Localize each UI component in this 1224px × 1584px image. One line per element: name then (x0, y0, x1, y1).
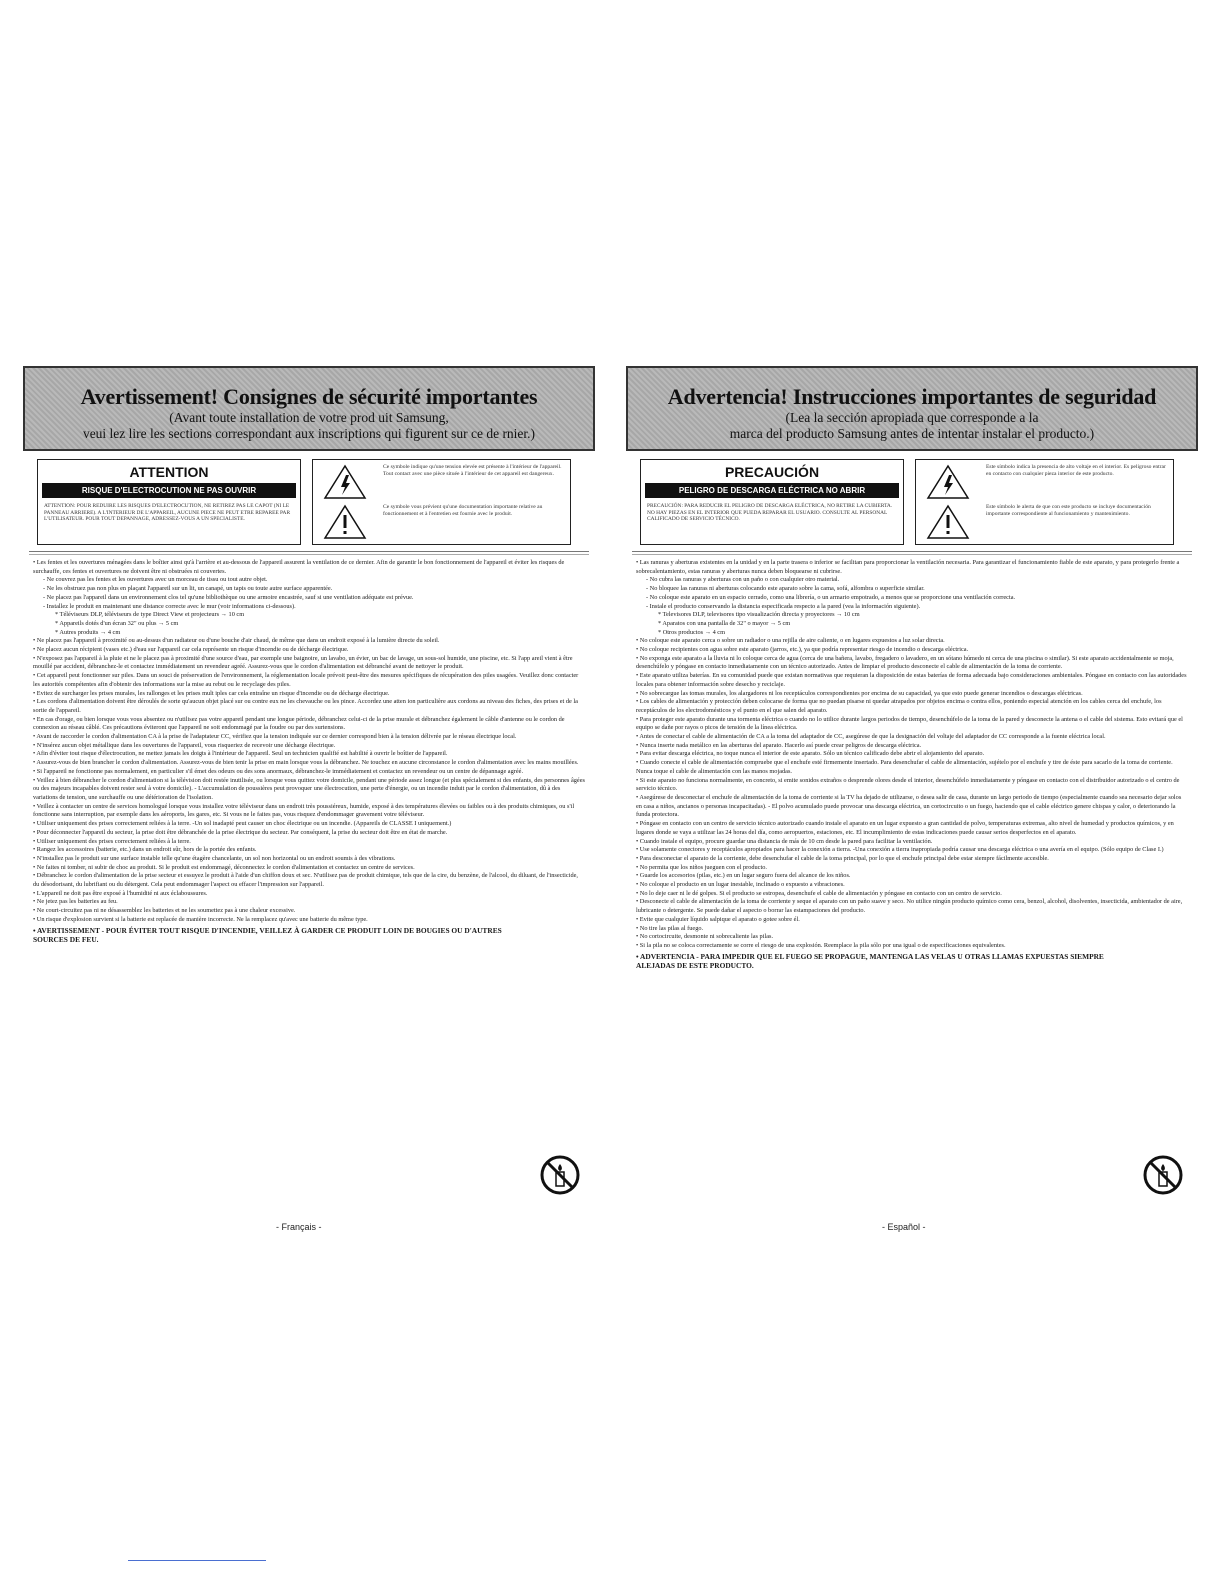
list-item: • Débranchez le cordon d'alimentation de la prise secteur et essuyez le produit à l'aide d'un chiffon doux et sec. N'utilisez pas de produit chimique, tels que de la cire, du benzène, de l'alcool, du diluant, de l'insecticide, du désodorisant, du lubrifiant ou du détergent. Cela peut endommager l'aspect ou effacer l'impression sur l'appareil. (33, 872, 578, 889)
no-candle-icon (539, 1154, 581, 1196)
list-item: • Cet appareil peut fonctionner sur piles. Dans un souci de préservation de l'environnement, la réglementation locale prévoit peut-être des mesures spécifiques de récupération des piles usagées. Veuillez donc contacter les autorités compétentes afin d'obtenir des informations sur la mise au rebut ou le recyclage des piles. (33, 672, 579, 688)
final-warning: • AVERTISSEMENT - POUR ÉVITER TOUT RISQUE D'INCENDIE, VEILLEZ À GARDER CE PRODUIT LOIN DE BOUGIES OU D'AUTRES SOURCES DE FEU. (33, 925, 502, 944)
list-item: - Ne les obstruez pas non plus en plaçant l'appareil sur un lit, un canapé, un tapis ou toute autre surface apparentée. (43, 585, 333, 593)
attention-text: PRECAUCIÓN: PARA REDUCIR EL PELIGRO DE DESCARGA ELÉCTRICA, NO RETIRE LA CUBIERTA. NO HAY PIEZAS EN EL INTERIOR QUE PUEDA REPARAR EL USUARIO. CONSULTE AL PERSONAL CALIFICADO DE SERVICIO TÉCNICO. (647, 503, 893, 523)
list-item: * Televisores DLP, televisores tipo visualización directa y proyectores → 10 cm (658, 611, 860, 619)
page-title: Advertencia! Instrucciones importantes de seguridad (667, 384, 1157, 409)
list-item: • Evitez de surcharger les prises murales, les rallonges et les prises mult iples car cela entraîne un risque d'incendie ou de décharge électrique. (33, 689, 390, 697)
list-item: • Para proteger este aparato durante una tormenta eléctrica o cuando no lo utilice durante largos periodos de tiempo, desenchúfelo de la toma de la pared y desconecte la antena o el cable del sistema. Esto evitará que el equipo se dañe por rayos o picos de tensión de la línea eléctrica. (636, 715, 1183, 732)
list-item: • Cuando instale el equipo, procure guardar una distancia de más de 10 cm desde la pared para facilitar la ventilación. (636, 837, 933, 845)
symbol-documentation-text: Este símbolo le alerta de que con este producto se incluye documentación importante correspondiente al funcionamiento y mantenimiento. (986, 504, 1151, 517)
list-item: • No tire las pilas al fuego. (636, 924, 704, 932)
attention-title: PRECAUCIÓN (724, 464, 820, 480)
attention-text: ATTENTION: POUR REDUIRE LES RISQUES D'ELECTROCUTION, NE RETIREZ PAS LE CAPOT (NI LE PANNEAU ARRIERE). A L'INTERIEUR DE L'APPAREIL, AUCUNE PIECE NE PEUT ETRE REPAREE PAR L'UTILISATEUR. POUR TOUT DEPANNAGE, ADRESSEZ-VOUS A UN SPECIALISTE. (44, 503, 291, 523)
list-item: - Ne placez pas l'appareil dans un environnement clos tel qu'une bibliothèque ou une armoire encastrée, sauf si une ventilation adéquate est prévue. (43, 593, 414, 601)
list-item: • Afin d'éviter tout risque d'électrocution, ne mettez jamais les doigts à l'intérieur de l'appareil. Seul un technicien qualifié est habilité à ouvrir le boîtier de l'appareil. (33, 750, 448, 758)
list-item: • Un risque d'explosion survient si la batterie est replacée de manière incorrecte. Ne la remplacez qu'avec une batterie du même type. (33, 915, 368, 923)
safety-instructions-list (626, 555, 1198, 970)
list-item: * Otros productos → 4 cm (658, 628, 725, 636)
list-item: • Desconecte el cable de alimentación de la toma de corriente y seque el aparato con un paño suave y seco. No utilice ningún producto químico como cera, benzol, alcohol, disolventes, insecticida, ambientador de aire, lubricante o detergente. Se puede dañar el aspecto o borrar las estampaciones del producto. (636, 898, 1183, 915)
list-item: • Ne court-circuitez pas ni ne désassemblez les batteries et ne les soumettez pas à une chaleur excessive. (33, 907, 296, 915)
list-item: • Ne placez aucun récipient (vases etc.) d'eau sur l'appareil car cela représente un risque d'incendie ou de décharge électrique. (33, 646, 349, 654)
attention-title: ATTENTION (129, 464, 209, 480)
attention-box (640, 459, 904, 545)
final-warning: • ADVERTENCIA - PARA IMPEDIR QUE EL FUEGO SE PROPAGUE, MANTENGA LAS VELAS U OTRAS LLAMAS EXPUESTAS SIEMPRE ALEJADAS DE ESTE PRODUCTO. (636, 951, 1104, 970)
high-voltage-icon (926, 464, 970, 500)
spanish-safety-page (626, 366, 1198, 1198)
symbol-row-documentation (313, 502, 570, 542)
list-item: - Instale el producto conservando la distancia especificada respecto a la pared (vea la información siguiente). (646, 602, 921, 610)
list-item: • Este aparato utiliza baterías. En su comunidad puede que existan normativas que requieran la disposición de estas baterías de forma adecuada bajo consideraciones ambientales. Póngase en contacto con las autoridades locales para obtener información sobre desecho y reciclaje. (636, 672, 1187, 688)
list-item: • Asegúrese de desconectar el enchufe de alimentación de la toma de corriente si la TV ha dejado de utilizarse, o desea salir de casa, durante un largo periodo de tiempo (especialmente cuando sea necesario dejar solos en casa a niños, ancianos o personas incapacitadas). - El polvo acumulado puede provocar una descarga eléctrica, un cortocircuito o un fuego, haciendo que el cable eléctrico genere chispas y calor, o deteriorando la funda protectora. (636, 793, 1182, 819)
page-subtitle-line-1: (Avant toute installation de votre prod uit Samsung, (169, 410, 449, 425)
list-item: - Ne couvrez pas les fentes et les ouvertures avec un morceau de tissu ou tout autre objet. (43, 576, 268, 584)
list-item: • No coloque este aparato cerca o sobre un radiador o una rejilla de aire caliente, o en lugares expuestos a luz solar directa. (636, 637, 945, 645)
symbol-documentation-text: Ce symbole vous prévient qu'une documentation importante relative au fonctionnement et à l'entretien est fournie avec le produit. (383, 504, 543, 517)
list-item: * Téléviseurs DLP, téléviseurs de type Direct View et projecteurs → 10 cm (55, 611, 245, 619)
title-banner (23, 366, 595, 451)
symbols-box (312, 459, 571, 545)
list-item: • Para desconectar el aparato de la corriente, debe desenchufar el cable de la toma principal, por lo que el enchufe principal debe estar siempre fácilmente accesible. (636, 854, 1049, 862)
warning-boxes (23, 459, 595, 545)
title-banner (626, 366, 1198, 451)
list-item: • Ne placez pas l'appareil à proximité ou au-dessus d'un radiateur ou d'une bouche d'air chaud, de même que dans un endroit exposé à la lumière directe du soleil. (33, 637, 440, 645)
list-item: • Veillez à bien débrancher le cordon d'alimentation si la télévision doit restée inutilisée, ou lorsque vous quittez votre domicile, pendant une période assez longue (et plus spécialement si des enfants, des personnes âgées ou des majeurs incapables doivent rester seul à votre domicile). - L'accumulation de poussières peut provoquer une électrocution, une perte d'énergie, ou un incendie induit par le cordon d'alimentation, dû à des variations de tension, une surchauffe ou une détérioration de l'isolation. (33, 776, 585, 801)
list-item: • Para evitar descarga eléctrica, no toque nunca el interior de este aparato. Sólo un técnico calificado debe abrir el alojamiento del aparato. (636, 750, 985, 758)
symbol-row-documentation (916, 502, 1173, 542)
page-footer: - Español - (882, 1222, 926, 1232)
list-item: • No exponga este aparato a la lluvia ni lo coloque cerca de agua (cerca de una bañera, lavabo, fregadero o lavadero, en un sótano húmedo ni cerca de una piscina o similar). Si este aparato accidentalmente se moja, desenchúfelo y póngase en contacto inmediatamente con un técnico autorizado. Antes de limpiar el producto desconecte el cable de alimentación de la toma de corriente. (636, 654, 1174, 671)
list-item: • Guarde los accesorios (pilas, etc.) en un lugar seguro fuera del alcance de los niños. (636, 872, 851, 880)
list-item: • Antes de conectar el cable de alimentación de CA a la toma del adaptador de CC, asegúrese de que la designación del voltaje del adaptador de CC corresponde a la fuente eléctrica local. (636, 733, 1106, 741)
page-subtitle-line-2: marca del producto Samsung antes de intentar instalar el producto.) (729, 426, 1095, 441)
list-item: • Póngase en contacto con un centro de servicio técnico autorizado cuando instale el aparato en un lugar expuesto a gran cantidad de polvo, temperaturas extremas, alto nivel de humedad y productos químicos, y en lugares donde se vaya a utilizar las 24 horas del día, como aeropuertos, estaciones, etc. El incumplimiento de estas indicaciones puede causar serios desperfectos en el aparato. (636, 820, 1174, 836)
symbol-row-voltage (916, 462, 1173, 502)
list-item: • N'exposez pas l'appareil à la pluie et ne le placez pas à proximité d'une source d'eau, par exemple une baignoire, un lavabo, un évier, un bac de lavage, un sous-sol humide, une piscine, etc. Si l'app areil vient à être mouillé par accident, débranchez-le et contactez immédiatement un revendeur agréé. Assurez-vous que le cordon d'alimentation est débranché avant de nettoyer le produit. (33, 654, 573, 671)
french-safety-page (23, 366, 595, 1198)
divider (128, 1560, 266, 1561)
list-item: • No coloque el producto en un lugar inestable, inclinado o expuesto a vibraciones. (636, 881, 845, 889)
list-item: • Pour déconnecter l'appareil du secteur, la prise doit être débranchée de la prise électrique du secteur. Par conséquent, la prise du secteur doit être en état de marche. (33, 828, 448, 836)
list-item: • Los cables de alimentación y protección deben colocarse de forma que no puedan pisarse ni quedar atrapados por objetos encima o contra ellos, poniendo especial atención en los cables cerca del enchufe, los receptáculos de los electrodomésticos y el punto en el que salen del aparato. (636, 698, 1162, 714)
exclamation-icon (323, 504, 367, 540)
list-item: • L'appareil ne doit pas être exposé à l'humidité ni aux éclaboussures. (33, 889, 208, 897)
divider (29, 551, 589, 552)
list-item: • Rangez les accessoires (batterie, etc.) dans un endroit sûr, hors de la portée des enfants. (33, 846, 257, 854)
page-subtitle-line-2: veui lez lire les sections correspondant aux inscriptions qui figurent sur ce de rnier.) (82, 426, 536, 441)
list-item: • Les fentes et les ouvertures ménagées dans le boîtier ainsi qu'à l'arrière et au-dessous de l'appareil assurent la ventilation de ce dernier. Afin de garantir le bon fonctionnement de l'appareil et éviter les risques de surchauffe, ces fentes et ouvertures ne doivent être ni obstruées ni couvertes. (33, 559, 565, 575)
list-item: • Ne jetez pas les batteries au feu. (33, 898, 118, 906)
page-footer: - Français - (276, 1222, 322, 1232)
list-item: • No lo deje caer ni le dé golpes. Si el producto se estropea, desenchufe el cable de alimentación y póngase en contacto con un centro de servicio. (636, 889, 1002, 897)
list-item: • N'installez pas le produit sur une surface instable telle qu'une étagère chancelante, un sol non horizontal ou un endroit soumis à des vibrations. (33, 854, 396, 862)
list-item: • Assurez-vous de bien brancher le cordon d'alimentation. Assurez-vous de bien tenir la prise en main lorsque vous la débranchez. Ne touchez en aucune circonstance le cordon d'alimentation avec les mains mouillées. (33, 759, 579, 767)
list-item: • No permita que los niños jueguen con el producto. (636, 863, 767, 871)
list-item: • Utiliser uniquement des prises correctement reliées à la terre. (33, 837, 191, 845)
list-item: • No cortocircuite, desmonte ni sobrecaliente las pilas. (636, 933, 774, 941)
list-item: • Si l'appareil ne fonctionne pas normalement, en particulier s'il émet des odeurs ou des sons anormaux, débranchez-le immédiatement et contactez un revendeur ou un centre de dépannage agréé. (33, 767, 524, 775)
list-item: • Si este aparato no funciona normalmente, en concreto, si emite sonidos extraños o desprende olores desde el interior, desenchúfelo inmediatamente y póngase en contacto con el distribuidor autorizado o el centro de servicio técnico. (636, 776, 1180, 793)
exclamation-icon (926, 504, 970, 540)
no-candle-icon (1142, 1154, 1184, 1196)
list-item: • Les cordons d'alimentation doivent être déroulés de sorte qu'aucun objet placé sur ou contre eux ne les chevauche ou les pince. Accordez une atten ion particulière aux cordons au niveau des fiches, des prises et de la sortie de l'appareil. (33, 698, 578, 714)
warning-boxes (626, 459, 1198, 545)
list-item: • Las ranuras y aberturas existentes en la unidad y en la parte trasera o inferior se facilitan para proporcionar la ventilación necesaria. Para garantizar el funcionamiento fiable de este aparato, y para protegerlo frente a sobrecalentamiento, estas ranuras y aberturas nunca deben bloquearse ni cubrirse. (636, 559, 1180, 575)
symbol-voltage-text: Este símbolo indica la presencia de alto voltaje en el interior. Es peligroso entrar en contacto con cualquier pieza interior de este producto. (986, 464, 1166, 477)
list-item: - Installez le produit en maintenant une distance correcte avec le mur (voir informations ci-dessous). (43, 602, 296, 610)
attention-bar: PELIGRO DE DESCARGA ELÉCTRICA NO ABRIR (645, 483, 899, 498)
list-item: • N'insérez aucun objet métallique dans les ouvertures de l'appareil, vous risqueriez de recevoir une décharge électrique. (33, 741, 336, 749)
list-item: - No coloque este aparato en un espacio cerrado, como una librería, o un armario empotrado, a menos que se proporcione una ventilación correcta. (646, 593, 1016, 601)
list-item: • Nunca inserte nada metálico en las aberturas del aparato. Hacerlo así puede crear peligros de descarga eléctrica. (636, 741, 922, 749)
list-item: • Avant de raccorder le cordon d'alimentation CA à la prise de l'adaptateur CC, vérifiez que la tension indiquée sur ce dernier correspond bien à la tension délivrée par le réseau électrique local. (33, 733, 517, 741)
symbols-box (915, 459, 1174, 545)
list-item: • Veillez à contacter un centre de services homologué lorsque vous installez votre téléviseur dans un endroit très poussiéreux, humide, exposé à des températures élevées ou faibles ou à des produits chimiques, ou s'il fonctionne sans interruption, par exemple dans les aéroports, les gares, etc. Si vous ne le faites pas, vous risquez d'endommager gravement votre téléviseur. (33, 802, 575, 819)
list-item: • Ne faites ni tomber, ni subir de choc au produit. Si le produit est endommagé, déconnectez le cordon d'alimentation et contactez un centre de services. (33, 863, 415, 871)
list-item: * Autres produits → 4 cm (55, 628, 121, 636)
list-item: - No bloquee las ranuras ni aberturas colocando este aparato sobre la cama, sofá, alfombra o superficie similar. (646, 585, 925, 593)
list-item: • Evite que cualquier líquido salpique el aparato o gotee sobre él. (636, 915, 800, 923)
symbol-row-voltage (313, 462, 570, 502)
attention-bar: RISQUE D'ELECTROCUTION NE PAS OUVRIR (42, 483, 296, 498)
list-item: • Use solamente conectores y receptáculos apropiados para hacer la conexión a tierra. -Una conexión a tierra inapropiada podría causar una descarga eléctrica o una avería en el equipo. (Sólo equipo de Clase I.) (636, 846, 1164, 854)
divider (632, 551, 1192, 552)
list-item: • Cuando conecte el cable de alimentación compruebe que el enchufe esté firmemente insertado. Para desenchufar el cable de alimentación, sujételo por el enchufe y tire de éste para sacarlo de la toma de corriente. Nunca toque el cable de alimentación con las manos mojadas. (636, 759, 1173, 775)
high-voltage-icon (323, 464, 367, 500)
page-title: Avertissement! Consignes de sécurité importantes (80, 384, 538, 409)
list-item: * Appareils dotés d'un écran 32" ou plus → 5 cm (55, 619, 179, 627)
symbol-voltage-text: Ce symbole indique qu'une tension elevée est présente à l'intérieur de l'appareil. Tout contact avec une pièce située à l'intérieur de cet appareil est dangereux. (383, 464, 562, 477)
page-subtitle-line-1: (Lea la sección apropiada que corresponde a la (785, 410, 1039, 425)
list-item: • Utiliser uniquement des prises correctement reliées à la terre. -Un sol inadapté peut causer un choc électrique ou un incendie. (Appareils de CLASSE I uniquement.) (33, 820, 452, 828)
list-item: • No coloque recipientes con agua sobre este aparato (jarros, etc.), ya que podría representar riesgo de incendio o descarga eléctrica. (636, 646, 969, 654)
list-item: • Si la pila no se coloca correctamente se corre el riesgo de una explosión. Reemplace la pila sólo por una igual o de especificaciones equivalentes. (636, 941, 1006, 949)
list-item: - No cubra las ranuras y aberturas con un paño o con cualquier otro material. (646, 576, 840, 584)
safety-instructions-list (23, 555, 595, 944)
list-item: • En cas d'orage, ou bien lorsque vous vous absentez ou n'utilisez pas votre appareil pendant une longue période, débranchez celui-ci de la prise murale et débranchez également le câble d'antenne ou le cordon de connexion au réseau câblé. Ces précautions éviteront que l'appareil ne soit endommagé par la foudre ou par des surtensions. (33, 715, 565, 732)
list-item: * Aparatos con una pantalla de 32" o mayor → 5 cm (658, 619, 791, 627)
attention-box (37, 459, 301, 545)
list-item: • No sobrecargue las tomas murales, los alargadores ni los receptáculos correspondientes por encima de su capacidad, ya que esto puede generar incendios o descargas eléctricas. (636, 689, 1083, 697)
